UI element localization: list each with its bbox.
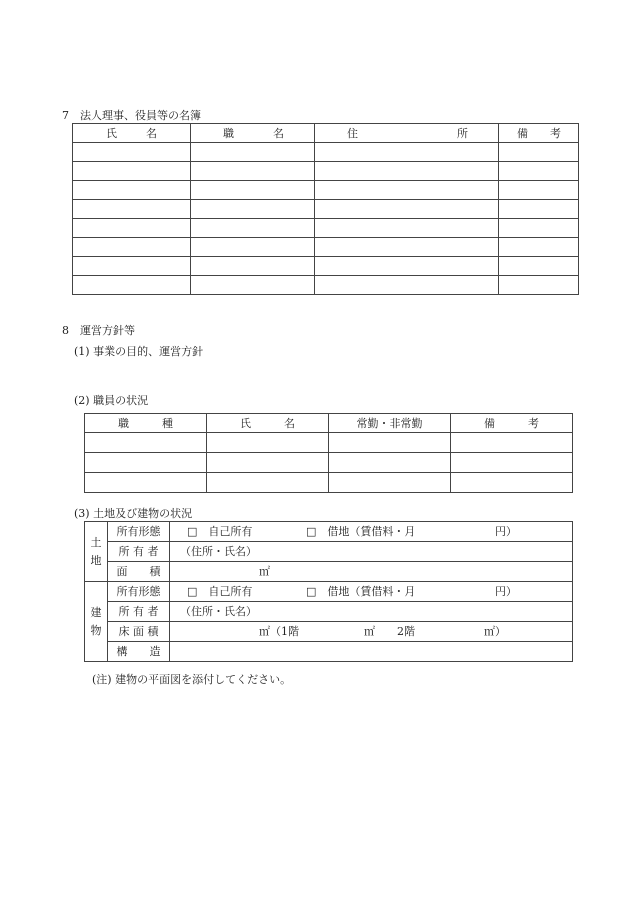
staff-header-type-char2: 種 — [162, 416, 173, 430]
table-row — [85, 453, 573, 473]
building-structure-label: 構 造 — [108, 642, 170, 662]
cell[interactable] — [191, 257, 315, 276]
attachment-note: (注) 建物の平面図を添付してください。 — [92, 673, 292, 686]
building-floor-area-cell[interactable] — [170, 622, 573, 642]
table-row — [73, 219, 579, 238]
table-row — [85, 433, 573, 453]
building-group-char2: 物 — [90, 623, 102, 637]
header-address-char2: 所 — [457, 126, 468, 140]
staff-header-remarks-char1: 備 — [484, 416, 495, 430]
building-ownership-row — [85, 582, 573, 602]
land-area-unit: ㎡ — [259, 564, 270, 578]
header-address-char1: 住 — [347, 126, 358, 140]
land-ownership-label: 所有形態 — [108, 522, 170, 542]
cell[interactable] — [315, 276, 499, 295]
cell[interactable] — [499, 181, 579, 200]
cell[interactable] — [191, 219, 315, 238]
land-owner-row — [85, 542, 573, 562]
header-position — [191, 124, 315, 143]
land-group-char1: 土 — [90, 535, 102, 549]
staff-header-fulltime: 常勤・非常勤 — [329, 414, 451, 433]
building-structure-value[interactable] — [170, 642, 573, 662]
building-owner-row — [85, 602, 573, 622]
land-building-table — [84, 521, 573, 662]
cell[interactable] — [329, 453, 451, 473]
cell[interactable] — [329, 473, 451, 493]
officer-roster-header-row — [73, 124, 579, 143]
cell[interactable] — [499, 238, 579, 257]
cell[interactable] — [315, 219, 499, 238]
staff-header-remarks — [451, 414, 573, 433]
building-own-option[interactable]: □ 自己所有 — [187, 584, 253, 598]
cell[interactable] — [451, 473, 573, 493]
header-address — [315, 124, 499, 143]
staff-header-remarks-char2: 考 — [528, 416, 539, 430]
building-lease-option[interactable]: □ 借地（賃借料・月 — [306, 584, 416, 598]
cell[interactable] — [73, 276, 191, 295]
header-name — [73, 124, 191, 143]
cell[interactable] — [451, 433, 573, 453]
table-row — [73, 200, 579, 219]
header-remarks-char2: 考 — [550, 126, 561, 140]
cell[interactable] — [315, 162, 499, 181]
table-row — [73, 276, 579, 295]
cell[interactable] — [191, 162, 315, 181]
cell[interactable] — [73, 143, 191, 162]
floor-area-1f-unit: ㎡ 2階 — [364, 624, 415, 638]
officer-roster-table — [72, 123, 579, 295]
cell[interactable] — [315, 257, 499, 276]
cell[interactable] — [73, 200, 191, 219]
cell[interactable] — [329, 433, 451, 453]
cell[interactable] — [499, 219, 579, 238]
section8-sub3-title: (3) 土地及び建物の状況 — [74, 507, 193, 520]
cell[interactable] — [191, 200, 315, 219]
header-name-char1: 氏 — [106, 126, 117, 140]
staff-header-row — [85, 414, 573, 433]
cell[interactable] — [315, 200, 499, 219]
land-rent-yen: 円） — [495, 524, 517, 538]
cell[interactable] — [191, 238, 315, 257]
land-own-option[interactable]: □ 自己所有 — [187, 524, 253, 538]
cell[interactable] — [73, 238, 191, 257]
building-ownership-cell — [170, 582, 573, 602]
land-area-row — [85, 562, 573, 582]
floor-area-total-unit: ㎡（1階 — [259, 624, 299, 638]
land-ownership-row — [85, 522, 573, 542]
cell[interactable] — [499, 162, 579, 181]
building-group-label — [85, 582, 108, 662]
header-remarks — [499, 124, 579, 143]
table-row — [85, 473, 573, 493]
cell[interactable] — [499, 200, 579, 219]
land-lease-option[interactable]: □ 借地（賃借料・月 — [306, 524, 416, 538]
land-owner-value[interactable]: （住所・氏名） — [170, 542, 573, 562]
cell[interactable] — [73, 219, 191, 238]
table-row — [73, 238, 579, 257]
cell[interactable] — [207, 433, 329, 453]
table-row — [73, 143, 579, 162]
building-floor-area-label: 床 面 積 — [108, 622, 170, 642]
cell[interactable] — [315, 143, 499, 162]
cell[interactable] — [191, 276, 315, 295]
cell[interactable] — [499, 143, 579, 162]
land-area-label: 面 積 — [108, 562, 170, 582]
building-ownership-label: 所有形態 — [108, 582, 170, 602]
land-area-cell[interactable] — [170, 562, 573, 582]
table-row — [73, 162, 579, 181]
staff-header-name-char2: 名 — [284, 416, 295, 430]
building-owner-value[interactable]: （住所・氏名） — [170, 602, 573, 622]
header-position-char2: 名 — [273, 126, 284, 140]
section7-title: 7 法人理事、役員等の名簿 — [62, 109, 201, 122]
cell[interactable] — [73, 181, 191, 200]
cell[interactable] — [499, 276, 579, 295]
section8-sub1-title: (1) 事業の目的、運営方針 — [74, 345, 204, 358]
staff-header-name-char1: 氏 — [240, 416, 251, 430]
table-row — [73, 181, 579, 200]
header-position-char1: 職 — [223, 126, 234, 140]
header-name-char2: 名 — [146, 126, 157, 140]
staff-header-name — [207, 414, 329, 433]
cell[interactable] — [85, 453, 207, 473]
staff-header-type — [85, 414, 207, 433]
table-row — [73, 257, 579, 276]
building-group-char1: 建 — [90, 605, 102, 619]
cell[interactable] — [207, 473, 329, 493]
land-group-label — [85, 522, 108, 582]
cell[interactable] — [315, 181, 499, 200]
cell[interactable] — [85, 473, 207, 493]
building-owner-label: 所 有 者 — [108, 602, 170, 622]
cell[interactable] — [73, 257, 191, 276]
land-ownership-cell — [170, 522, 573, 542]
building-structure-row — [85, 642, 573, 662]
land-owner-label: 所 有 者 — [108, 542, 170, 562]
cell[interactable] — [191, 181, 315, 200]
cell[interactable] — [315, 238, 499, 257]
building-rent-yen: 円） — [495, 584, 517, 598]
building-floor-area-row — [85, 622, 573, 642]
land-group-char2: 地 — [90, 553, 102, 567]
section8-title: 8 運営方針等 — [62, 324, 135, 337]
cell[interactable] — [73, 162, 191, 181]
cell[interactable] — [191, 143, 315, 162]
cell[interactable] — [451, 453, 573, 473]
cell[interactable] — [207, 453, 329, 473]
staff-header-type-char1: 職 — [118, 416, 129, 430]
cell[interactable] — [85, 433, 207, 453]
staff-table — [84, 413, 573, 493]
cell[interactable] — [499, 257, 579, 276]
floor-area-2f-unit: ㎡） — [484, 624, 506, 638]
header-remarks-char1: 備 — [517, 126, 528, 140]
section8-sub2-title: (2) 職員の状況 — [74, 394, 149, 407]
